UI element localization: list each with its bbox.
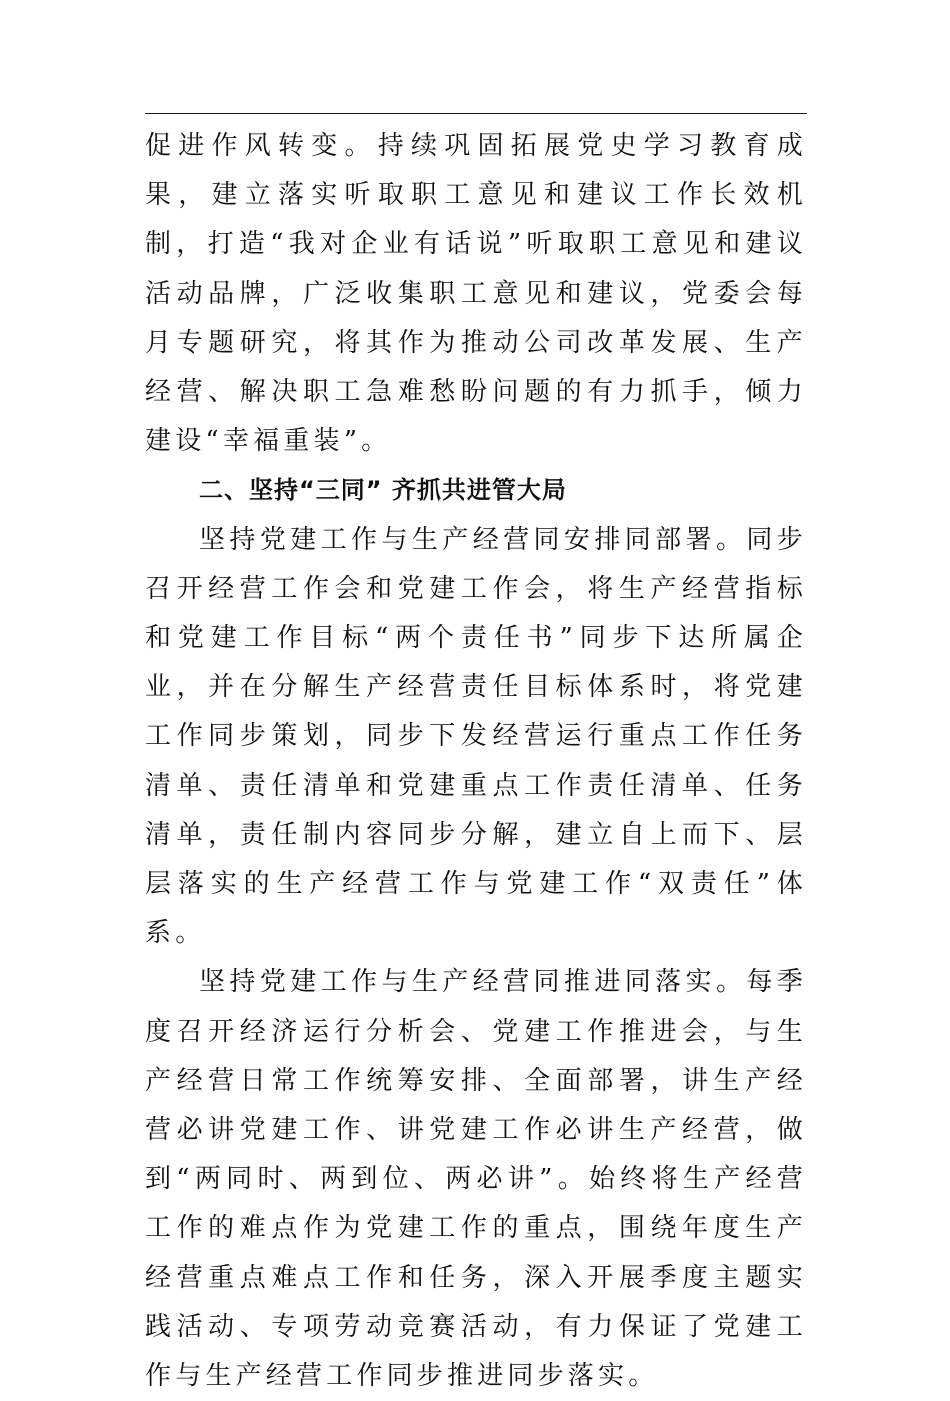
section-heading: 二、坚持“三同” 齐抓共进管大局 xyxy=(199,476,567,505)
paragraph-continuation: 促进作风转变。持续巩固拓展党史学习教育成果，建立落实听取职工意见和建议工作长效机制，打造“我对企业有话说”听取职工意见和建议活动品牌，广泛收集职工意见和建议，党委会每月专题研究，将其作为推动公司改革发展、生产经营、解决职工急难愁盼问题的有力抓手，倾力建设“幸福重装”。 xyxy=(145,131,807,457)
document-body xyxy=(145,122,807,1401)
paragraph-plan-deploy: 坚持党建工作与生产经营同安排同部署。同步召开经营工作会和党建工作会，将生产经营指标和党建工作目标“两个责任书”同步下达所属企业，并在分解生产经营责任目标体系时，将党建工作同步策划，同步下发经营运行重点工作任务清单、责任清单和党建重点工作责任清单、任务清单，责任制内容同步分解，建立自上而下、层层落实的生产经营工作与党建工作“双责任”体系。 xyxy=(145,524,807,949)
header-rule xyxy=(145,113,807,114)
paragraph-promote-implement: 坚持党建工作与生产经营同推进同落实。每季度召开经济运行分析会、党建工作推进会，与生产经营日常工作统筹安排、全面部署，讲生产经营必讲党建工作、讲党建工作必讲生产经营，做到“两同时、两到位、两必讲”。始终将生产经营工作的难点作为党建工作的重点，围绕年度生产经营重点难点工作和任务，深入开展季度主题实践活动、专项劳动竞赛活动，有力保证了党建工作与生产经营工作同步推进同步落实。 xyxy=(145,967,807,1392)
